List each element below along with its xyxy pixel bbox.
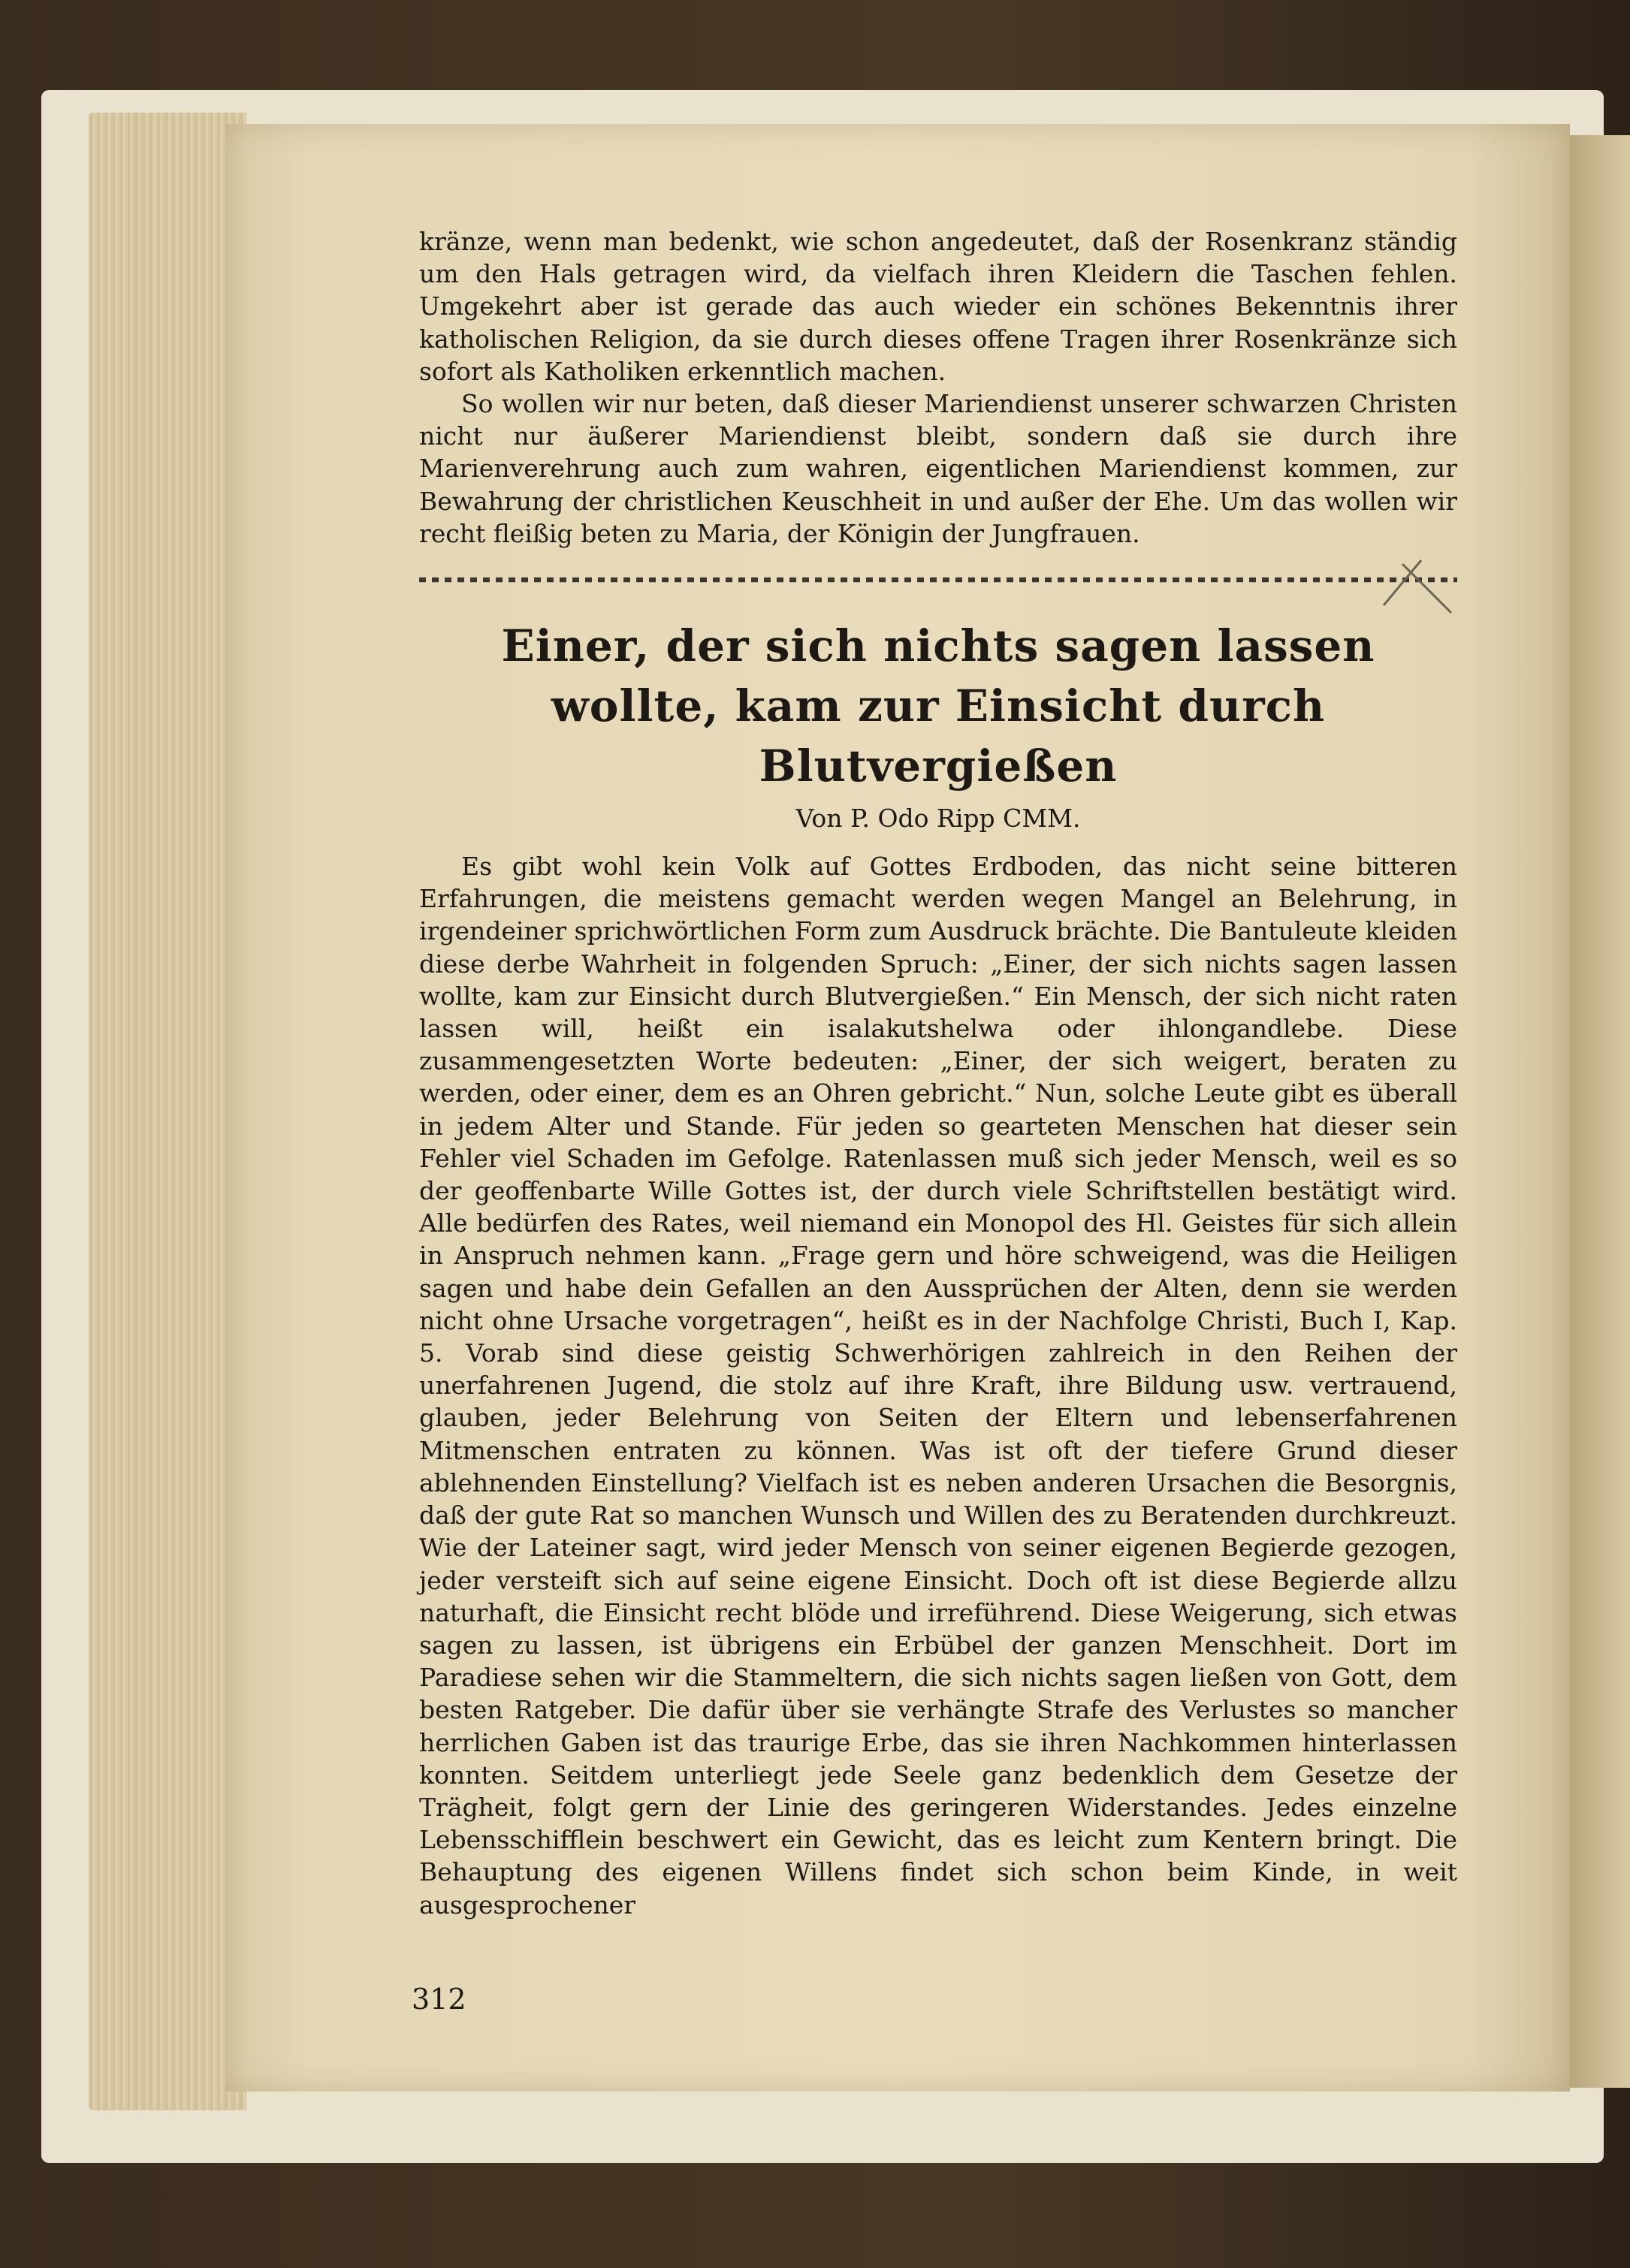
page-number: 312 <box>412 1983 466 2016</box>
article-title: Einer, der sich nichts sagen lassen wollte, kam zur Einsicht durch Blutvergießen <box>501 620 1375 792</box>
pencil-cross-mark <box>1376 553 1459 620</box>
continuation-paragraph-2: So wollen wir nur beten, daß dieser Mariendienst unserer schwarzen Christen nicht nur äußerer Mariendienst bleibt, sondern daß sie durch ihre Marienverehrung auch zum wahren, eigentlichen Mariendienst kommen, zur Bewahrung der christlichen Keuschheit in und außer der Ehe. Um das wollen wir recht fleißig beten zu Maria, der Königin der Jungfrauen. <box>419 389 1457 548</box>
continuation-paragraph-1: kränze, wenn man bedenkt, wie schon angedeutet, daß der Rosenkranz ständig um den Hals getragen wird, da vielfach ihren Kleidern die Taschen fehlen. Umgekehrt aber ist gerade das auch wieder ein schönes Bekenntnis ihrer katholischen Religion, da sie durch dieses offene Tragen ihrer Rosenkränze sich sofort als Katholiken erkenntlich machen. <box>419 227 1457 386</box>
ornamental-divider <box>419 574 1457 586</box>
article-body: Es gibt wohl kein Volk auf Gottes Erdboden, das nicht seine bitteren Erfahrungen, die meistens gemacht werden wegen Mangel an Belehrung, in irgendeiner sprichwörtlichen Form zum Ausdruck brächte. Die Bantuleute kleiden diese derbe Wahrheit in folgenden Spruch: „Einer, der sich nichts sagen lassen wollte, kam zur Einsicht durch Blutvergießen.“ Ein Mensch, der sich nicht raten lassen will, heißt ein isalakutshelwa oder ihlongandlebe. Diese zusammengesetzten Worte bedeuten: „Einer, der sich weigert, beraten zu werden, oder einer, dem es an Ohren gebricht.“ Nun, solche Leute gibt es überall in jedem Alter und Stande. Für jeden so gearteten Menschen hat dieser sein Fehler viel Schaden im Gefolge. Ratenlassen muß sich jeder Mensch, weil es so der geoffenbarte Wille Gottes ist, der durch viele Schriftstellen bestätigt wird. Alle bedürfen des Rates, weil niemand ein Monopol des Hl. Geistes für sich allein in Anspruch nehmen kann. „Frage gern und höre schweigend, was die Heiligen sagen und habe dein Gefallen an den Aussprüchen der Alten, denn sie werden nicht ohne Ursache vorgetragen“, heißt es in der Nachfolge Christi, Buch I, Kap. 5. Vorab sind diese geistig Schwerhörigen zahlreich in den Reihen der unerfahrenen Jugend, die stolz auf ihre Kraft, ihre Bildung usw. vertrauend, glauben, jeder Belehrung von Seiten der Eltern und lebenserfahrenen Mitmenschen entraten zu können. Was ist oft der tiefere Grund dieser ablehnenden Einstellung? Vielfach ist es neben anderen Ursachen die Besorgnis, daß der gute Rat so manchen Wunsch und Willen des zu Beratenden durchkreuzt. Wie der Lateiner sagt, wird jeder Mensch von seiner eigenen Begierde gezogen, jeder versteift sich auf seine eigene Einsicht. Doch oft ist diese Begierde allzu naturhaft, die Einsicht recht blöde und irreführend. Diese Weigerung, sich etwas sagen zu lassen, ist übrigens ein Erbübel der ganzen Menschheit. Dort im Paradiese sehen wir die Stammeltern, die sich nichts sagen ließen von Gott, dem besten Ratgeber. Die dafür über sie verhängte Strafe des Verlustes so mancher herrlichen Gaben ist das traurige Erbe, das sie ihren Nachkommen hinterlassen konnten. Seitdem unterliegt jede Seele ganz bedenklich dem Gesetze der Trägheit, folgt gern der Linie des geringeren Widerstandes. Jedes einzelne Lebensschifflein beschwert ein Gewicht, das es leicht zum Kentern bringt. Die Behauptung des eigenen Willens findet sich schon beim Kinde, in weit ausgesprochener <box>419 852 1457 1920</box>
page-edges <box>89 113 246 2110</box>
text-column <box>419 225 1457 1921</box>
facing-page-edge <box>1570 135 1630 2088</box>
article-author: Von P. Odo Ripp CMM. <box>795 804 1081 834</box>
